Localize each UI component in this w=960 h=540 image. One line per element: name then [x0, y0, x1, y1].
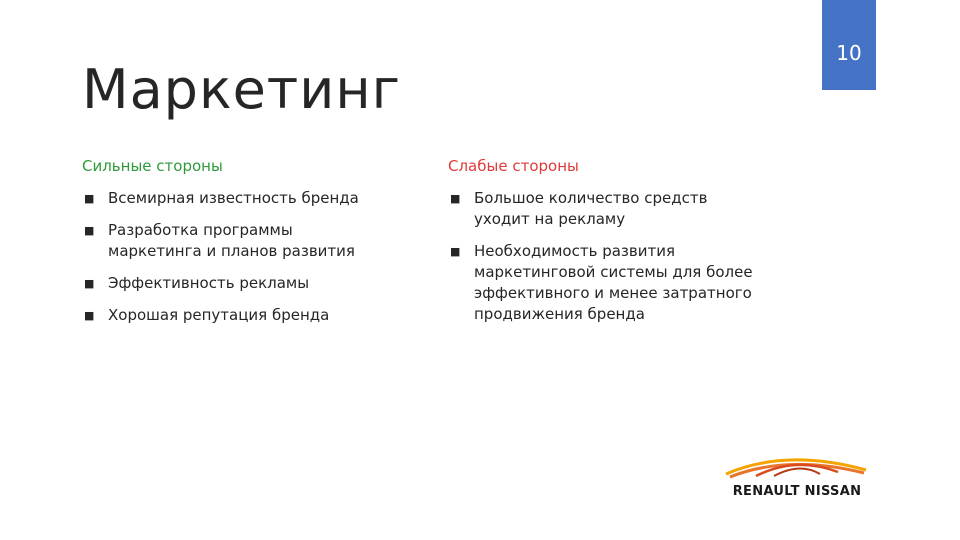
- list-item-text: Большое количество средств уходит на рекламу: [474, 189, 708, 228]
- weaknesses-heading: Слабые стороны: [448, 157, 579, 175]
- list-item: [82, 220, 402, 262]
- list-item: [448, 188, 778, 230]
- list-item: [82, 188, 402, 209]
- list-item-text: Необходимость развития маркетинговой системы для более эффективного и менее затратного продвижения бренда: [474, 242, 753, 323]
- slide-title: Маркетинг: [82, 58, 402, 121]
- list-item-text: Хорошая репутация бренда: [108, 306, 330, 324]
- bullet-icon: ■: [450, 245, 461, 258]
- strengths-list: [82, 188, 402, 326]
- list-item-text: Эффективность рекламы: [108, 274, 310, 292]
- logo-text: RENAULT NISSAN: [732, 484, 862, 499]
- list-item: [82, 305, 402, 326]
- renault-nissan-logo: [716, 452, 878, 504]
- bullet-icon: ■: [84, 309, 95, 322]
- list-item-text: Всемирная известность бренда: [108, 189, 359, 207]
- bullet-icon: ■: [84, 277, 95, 290]
- strengths-column: [82, 156, 402, 337]
- slide-number: 10: [836, 41, 862, 65]
- weaknesses-column: [448, 156, 778, 336]
- bullet-icon: ■: [84, 224, 95, 237]
- renault-nissan-arc-logo-icon: [716, 452, 878, 484]
- weaknesses-list: [448, 188, 778, 325]
- list-item-text: Разработка программы маркетинга и планов развития: [108, 221, 355, 260]
- slide-number-badge: [822, 0, 876, 90]
- list-item: [82, 273, 402, 294]
- bullet-icon: ■: [84, 192, 95, 205]
- strengths-heading: Сильные стороны: [82, 157, 223, 175]
- bullet-icon: ■: [450, 192, 461, 205]
- list-item: [448, 241, 778, 325]
